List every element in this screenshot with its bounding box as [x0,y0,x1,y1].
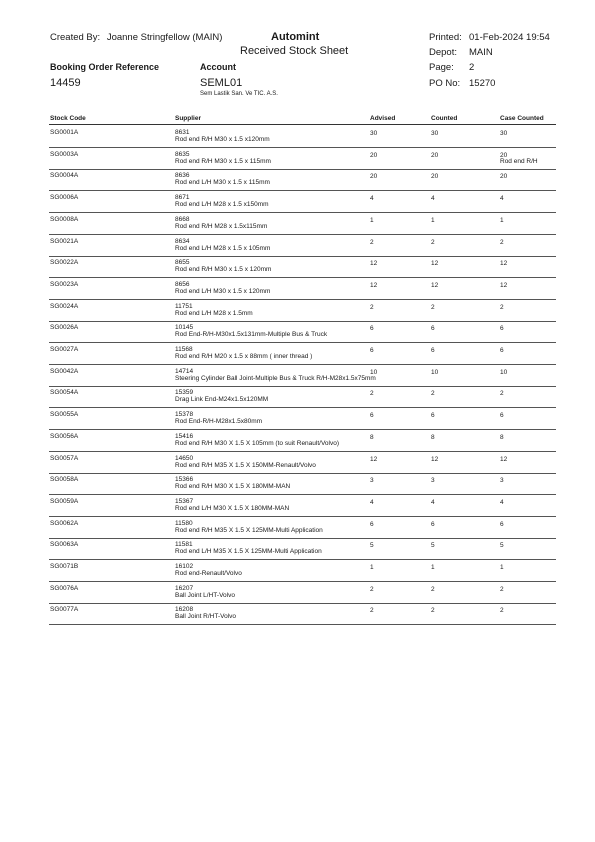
supplier-code: 15416 [175,432,194,440]
report-title: Received Stock Sheet [240,45,349,57]
item-description: Rod end R/H M28 x 1.5x115mm [175,222,268,230]
row-divider [49,624,556,625]
advised-qty: 1 [370,564,374,571]
advised-qty: 2 [370,585,374,593]
created-by-value: Joanne Stringfellow (MAIN) [106,32,223,43]
case-counted-qty: 20 [500,151,508,159]
table-row [0,234,595,257]
stock-code: SG0055A [50,411,79,419]
supplier-code: 8668 [175,215,190,223]
col-header-supplier: Supplier [175,115,202,122]
supplier-code: 8671 [175,194,190,202]
account-code: SEML01 [200,77,243,89]
counted-qty: 2 [431,390,435,398]
counted-qty: 20 [431,173,439,181]
account-label: Account [200,62,236,72]
item-description: Rod end L/H M35 X 1.5 X 125MM-Multi Application [175,548,322,556]
stock-code: SG0059A [50,497,79,505]
supplier-code: 8631 [175,129,190,136]
stock-code: SG0021A [50,237,79,245]
advised-qty: 3 [370,477,374,485]
stock-code: SG0071B [50,563,79,570]
advised-qty: 12 [370,455,378,463]
case-counted-qty: 2 [500,390,504,398]
col-header-stock-code: Stock Code [50,115,86,122]
advised-qty: 20 [370,151,378,159]
stock-code: SG0008A [50,215,79,223]
table-row [0,472,595,495]
counted-qty: 3 [431,477,435,485]
table-row [0,364,595,387]
supplier-code: 8635 [175,150,190,158]
created-by-label: Created By: [50,32,101,43]
po-label: PO No: [429,78,461,89]
stock-code: SG0023A [50,280,79,288]
table-row [0,255,595,278]
item-description: Rod End-R/H-M28x1.5x80mm [175,418,263,426]
supplier-code: 11580 [175,519,193,527]
supplier-code: 11568 [175,346,193,353]
case-counted-qty: 6 [500,412,504,420]
item-description: Rod end-Renault/Volvo [175,570,242,577]
stock-code: SG0076A [50,584,79,592]
advised-qty: 2 [370,303,374,311]
stock-code: SG0058A [50,476,79,484]
case-counted-qty: 2 [500,607,504,615]
stock-code: SG0001A [50,129,79,136]
supplier-code: 8656 [175,280,190,288]
advised-qty: 8 [370,433,374,441]
counted-qty: 1 [431,564,435,571]
item-description: Rod end L/H M30 x 1.5 x 115mm [175,179,270,187]
case-counted-qty: 30 [500,130,508,137]
table-row [0,429,595,452]
counted-qty: 1 [431,216,435,224]
advised-qty: 6 [370,520,374,528]
advised-qty: 2 [370,390,374,398]
created-by [50,32,222,43]
item-description: Rod end L/H M30 X 1.5 X 180MM-MAN [175,504,290,512]
table-row [0,147,595,170]
table-row [0,342,595,365]
table-row [0,190,595,213]
counted-qty: 6 [431,412,435,420]
advised-qty: 5 [370,542,374,550]
supplier-code: 14650 [175,454,194,462]
table-row [0,212,595,235]
case-counted-qty: 4 [500,498,504,506]
counted-qty: 4 [431,498,435,506]
item-description: Rod end L/H M28 x 1.5mm [175,309,253,317]
case-counted-qty: 2 [500,238,504,246]
advised-qty: 10 [370,368,378,376]
table-row [0,407,595,430]
item-description: Rod end R/H M35 X 1.5 X 150MM-Renault/Volvo [175,461,316,469]
stock-code: SG0057A [50,454,79,462]
depot-label: Depot: [429,47,457,58]
supplier-code: 8634 [175,237,190,245]
col-header-counted: Counted [431,115,458,122]
counted-qty: 30 [431,130,439,137]
supplier-code: 8636 [175,172,190,180]
supplier-code: 15378 [175,411,194,419]
item-description: Rod end R/H M30 X 1.5 X 180MM-MAN [175,483,291,491]
col-header-advised: Advised [370,115,396,122]
counted-qty: 2 [431,303,435,311]
item-description: Rod end L/H M30 x 1.5 x 120mm [175,287,271,295]
item-description: Rod end R/H M30 x 1.5 x120mm [175,136,270,143]
case-counted-qty: 5 [500,542,504,550]
item-description: Steering Cylinder Ball Joint-Multiple Bus & Truck R/H-M28x1.5x75mm [175,374,376,382]
table-row [0,581,595,604]
advised-qty: 2 [370,238,374,246]
case-counted-qty: 12 [500,260,508,268]
table-row [0,602,595,625]
advised-qty: 4 [370,195,374,203]
table-row [0,320,595,343]
printed-value: 01-Feb-2024 19:54 [469,32,550,43]
account-name: Sem Lastik San. Ve TIC. A.S. [200,91,278,97]
item-description: Rod end L/H M28 x 1.5 x150mm [175,201,269,209]
stock-code: SG0026A [50,324,79,332]
table-row [0,168,595,191]
item-description: Rod end R/H M30 x 1.5 x 120mm [175,266,272,274]
stock-code: SG0006A [50,194,79,202]
counted-qty: 4 [431,195,435,203]
stock-code: SG0056A [50,432,79,440]
table-row [0,451,595,474]
counted-qty: 6 [431,325,435,333]
advised-qty: 12 [370,260,378,268]
case-counted-qty: 4 [500,195,504,203]
advised-qty: 30 [370,130,378,137]
booking-ref-value: 14459 [50,77,81,89]
depot-value: MAIN [469,47,493,58]
supplier-code: 10145 [175,324,194,332]
supplier-code: 16208 [175,606,194,614]
case-counted-qty: 6 [500,347,504,354]
stock-code: SG0062A [50,519,79,527]
case-counted-qty: 20 [500,173,508,181]
stock-code: SG0027A [50,346,79,353]
supplier-code: 15366 [175,476,194,484]
stock-code: SG0024A [50,302,79,310]
advised-qty: 6 [370,325,374,333]
table-row [0,385,595,408]
stock-code: SG0042A [50,367,79,375]
case-counted-qty: 6 [500,520,504,528]
table-row [0,537,595,560]
item-description: Rod end R/H M30 x 1.5 x 115mm [175,157,271,165]
advised-qty: 2 [370,607,374,615]
case-counted-qty: 1 [500,564,504,571]
stock-code: SG0054A [50,389,79,397]
item-description: Rod end R/H M30 X 1.5 X 105mm (to suit Renault/Volvo) [175,439,340,447]
counted-qty: 2 [431,607,435,615]
counted-qty: 2 [431,238,435,246]
item-description: Drag Link End-M24x1.5x120MM [175,396,269,404]
printed-label: Printed: [429,32,462,43]
table-row [0,277,595,300]
stock-code: SG0077A [50,606,79,614]
supplier-code: 11751 [175,302,193,310]
advised-qty: 4 [370,498,374,506]
table-row [0,516,595,539]
company-name: Automint [271,31,320,43]
case-counted-qty: 8 [500,433,504,441]
counted-qty: 10 [431,368,439,376]
item-description: Rod end R/H M20 x 1.5 x 88mm ( inner thread ) [175,353,313,360]
counted-qty: 6 [431,347,435,354]
counted-qty: 12 [431,281,439,289]
counted-qty: 12 [431,260,439,268]
table-row [0,494,595,517]
item-description: Ball Joint R/HT-Volvo [175,613,237,621]
supplier-code: 11581 [175,541,193,549]
supplier-code: 16102 [175,563,194,570]
advised-qty: 20 [370,173,378,181]
advised-qty: 12 [370,281,378,289]
supplier-code: 14714 [175,367,194,375]
case-counted-qty: 1 [500,216,504,224]
table-row [0,125,595,148]
case-counted-qty: 10 [500,368,508,376]
stock-code: SG0003A [50,150,79,158]
page-value: 2 [469,62,475,73]
case-counted-note: Rod end R/H [500,157,538,165]
stock-code: SG0004A [50,172,79,180]
counted-qty: 12 [431,455,439,463]
case-counted-qty: 3 [500,477,504,485]
case-counted-qty: 2 [500,585,504,593]
case-counted-qty: 2 [500,303,504,311]
page-label: Page: [429,62,454,73]
col-header-case-counted: Case Counted [500,115,544,122]
table-row [0,299,595,322]
counted-qty: 8 [431,433,435,441]
counted-qty: 5 [431,542,435,550]
advised-qty: 1 [370,216,374,224]
item-description: Rod end L/H M28 x 1.5 x 105mm [175,244,271,252]
booking-ref-label: Booking Order Reference [50,62,160,72]
advised-qty: 6 [370,412,374,420]
supplier-code: 16207 [175,584,194,592]
table-row [0,559,595,582]
po-value: 15270 [469,78,496,89]
supplier-code: 15359 [175,389,194,397]
supplier-code: 15367 [175,497,194,505]
item-description: Ball Joint L/HT-Volvo [175,591,235,599]
case-counted-qty: 6 [500,325,504,333]
item-description: Rod end R/H M35 X 1.5 X 125MM-Multi Application [175,526,323,534]
advised-qty: 6 [370,347,374,354]
counted-qty: 6 [431,520,435,528]
item-description: Rod End-R/H-M30x1.5x131mm-Multiple Bus & Truck [175,331,328,339]
counted-qty: 2 [431,585,435,593]
case-counted-qty: 12 [500,281,508,289]
counted-qty: 20 [431,151,439,159]
supplier-code: 8655 [175,259,190,267]
stock-code: SG0022A [50,259,79,267]
case-counted-qty: 12 [500,455,508,463]
stock-code: SG0063A [50,541,79,549]
